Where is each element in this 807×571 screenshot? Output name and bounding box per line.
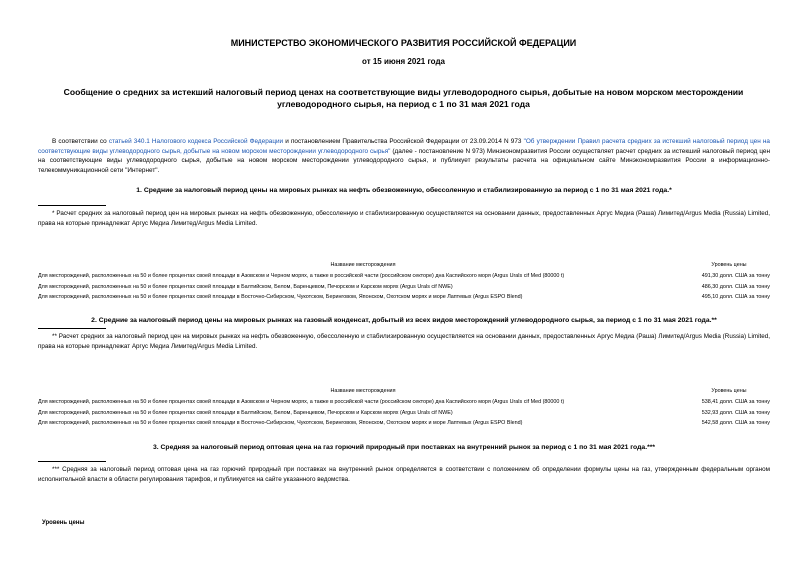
intro-text-2: и постановлением Правительства Российской Федерации от 23.09.2014 N 973 bbox=[283, 138, 524, 145]
table-row bbox=[38, 284, 770, 292]
field-name-cell: Для месторождений, расположенных на 50 и более процентах своей площади в Восточно-Сибирском, Чукотском, Беринговом, Японском, Охотском морях и море Лаптевых (Argus ESPO Blend) bbox=[38, 294, 523, 301]
table-row bbox=[38, 399, 770, 407]
price-cell: 486,30 долл. США за тонну bbox=[701, 283, 770, 290]
section-2-heading: 2. Средние за налоговый период цены на мировых рынках на газовый конденсат, добытый из всех видов месторождений углеводородного сырья, за период с 1 по 31 мая 2021 года.** bbox=[91, 317, 717, 324]
field-name-cell: Для месторождений, расположенных на 50 и более процентах своей площади в Восточно-Сибирском, Чукотском, Беринговом, Японском, Охотском морях и море Лаптевых (Argus ESPO Blend) bbox=[38, 420, 523, 427]
footnote-divider-1 bbox=[38, 205, 106, 206]
price-cell: 538,41 долл. США за тонну bbox=[701, 399, 770, 405]
table-row bbox=[38, 420, 770, 428]
column-header-name: Название месторождения bbox=[330, 262, 396, 269]
section-3-footnote: *** Средняя за налоговый период оптовая цена на газ горючий природный при поставках на внутренний рынок определяется в соответствии с положением об определении формулы цены на газ, утвержденным федеральным органом исполнительной власти в области регулирования тарифов, и публикуется на сайте указанного ведомства. bbox=[38, 466, 770, 483]
document-title: Сообщение о средних за истекший налоговый период ценах на соответствующие виды углеводородного сырья, добытые на новом морском месторождении углеводородного сырья, на период с 1 по 31 мая 2021 года bbox=[63, 87, 744, 109]
intro-text-3: (далее - постановление N 973) Минэкономразвития России осуществляет расчет средних за истекший налоговый период цен на соответствующие виды углеводородного сырья, добытые на новом морском месторождении углеводородного сырья, и публикует результаты расчета на официальном сайте Минэкономразвития России в информационно-телекоммуникационной сети "Интернет". bbox=[38, 147, 770, 174]
intro-text-1: В соответствии со bbox=[52, 138, 109, 145]
section-3-heading: 3. Средняя за налоговый период оптовая цена на газ горючий природный при поставках на внутренний рынок за период с 1 по 31 мая 2021 года.*** bbox=[152, 444, 656, 451]
resolution-973-link[interactable]: "Об утверждении Правил расчета средних за истекший налоговый период цен на соответствующие виды углеводородного сырья, добытые на новом морском месторождении углеводородного сырья" bbox=[38, 138, 770, 155]
field-name-cell: Для месторождений, расположенных на 50 и более процентах своей площади в Балтийском, Белом, Баренцевом, Печорском и Карском морях (Argus Urals cif NWE) bbox=[38, 283, 453, 290]
price-cell: 542,58 долл. США за тонну bbox=[701, 420, 770, 427]
column-header-name: Название месторождения bbox=[330, 388, 396, 395]
section-1-footnote: * Расчет средних за налоговый период цен на мировых рынках на нефть обезвоженную, обессоленную и стабилизированную осуществляется на основании данных, предоставленных Аргус Медиа (Раша) Лимитед/Argus Media (Russia) Limited, права на которые принадлежат Аргус Медиа Лимитед/Argus Media Limited. bbox=[38, 210, 770, 227]
tax-code-article-link[interactable]: статьей 340.1 Налогового кодекса Российской Федерации bbox=[108, 138, 284, 145]
section-2-footnote: ** Расчет средних за налоговый период цен на мировых рынках на нефть обезвоженную, обессоленную и стабилизированную осуществляется на основании данных, предоставленных Аргус Медиа (Раша) Лимитед/Argus Media (Russia) Limited, права на которые принадлежат Аргус Медиа Лимитед/Argus Media Limited. bbox=[38, 333, 770, 350]
price-cell: 491,30 долл. США за тонну bbox=[701, 273, 770, 279]
price-level-label: Уровень цены bbox=[42, 520, 85, 526]
section-1-price-table bbox=[38, 258, 770, 302]
table-row bbox=[38, 410, 770, 418]
price-cell: 532,93 долл. США за тонну bbox=[701, 409, 770, 416]
table-header bbox=[38, 384, 770, 396]
intro-paragraph bbox=[38, 137, 770, 175]
field-name-cell: Для месторождений, расположенных на 50 и более процентах своей площади в Азовском и Черном морях, а также в российской части (российском секторе) дна Каспийского моря (Argus Urals cif Med (80000 t) bbox=[38, 399, 565, 405]
table-row bbox=[38, 273, 770, 281]
footnote-divider-3 bbox=[38, 461, 106, 462]
document-date: от 15 июня 2021 года bbox=[362, 57, 445, 66]
section-2-price-table bbox=[38, 384, 770, 428]
field-name-cell: Для месторождений, расположенных на 50 и более процентах своей площади в Азовском и Черном морях, а также в российской части (российском секторе) дна Каспийского моря (Argus Urals cif Med (80000 t) bbox=[38, 273, 565, 279]
field-name-cell: Для месторождений, расположенных на 50 и более процентах своей площади в Балтийском, Белом, Баренцевом, Печорском и Карском морях (Argus Urals cif NWE) bbox=[38, 409, 453, 416]
ministry-name: МИНИСТЕРСТВО ЭКОНОМИЧЕСКОГО РАЗВИТИЯ РОССИЙСКОЙ ФЕДЕРАЦИИ bbox=[230, 38, 577, 48]
table-header bbox=[38, 258, 770, 270]
column-header-price: Уровень цены bbox=[711, 262, 747, 269]
table-row bbox=[38, 294, 770, 302]
section-1-heading: 1. Средние за налоговый период цены на мировых рынках на нефть обезвоженную, обессоленную и стабилизированную за период с 1 по 31 мая 2021 года.* bbox=[136, 187, 672, 194]
footnote-divider-2 bbox=[38, 328, 106, 329]
column-header-price: Уровень цены bbox=[711, 388, 747, 395]
price-cell: 495,10 долл. США за тонну bbox=[701, 294, 770, 301]
